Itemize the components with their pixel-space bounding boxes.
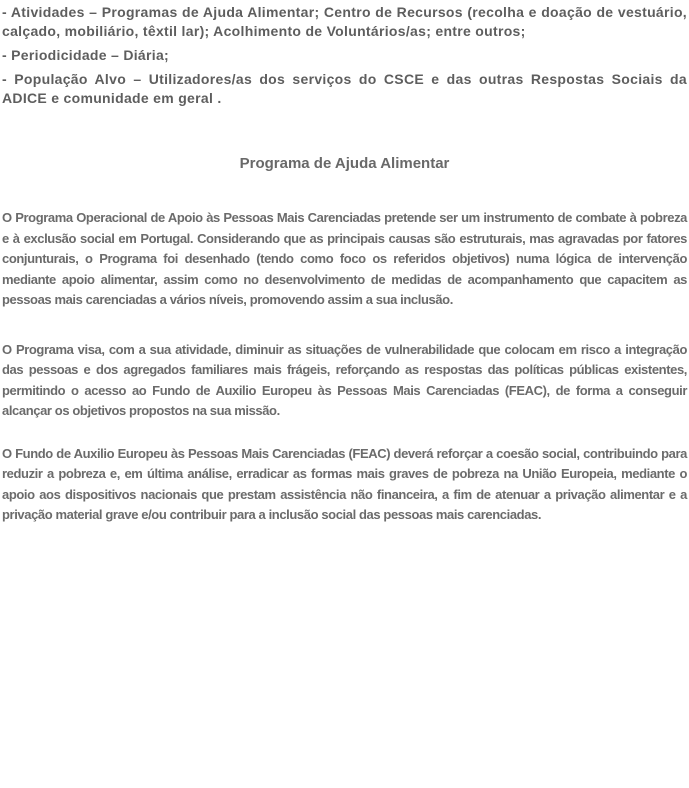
service-info-list xyxy=(2,3,687,108)
info-item-periodicidade: - Periodicidade – Diária; xyxy=(2,47,169,63)
info-item-atividades: - Atividades – Programas de Ajuda Alimentar; Centro de Recursos (recolha e doação de vestuário, calçado, mobiliário, têxtil lar); Acolhimento de Voluntários/as; entre outros; xyxy=(2,4,687,39)
info-item-populacao-alvo: - População Alvo – Utilizadores/as dos serviços do CSCE e das outras Respostas Sociais da ADICE e comunidade em geral . xyxy=(2,71,687,106)
section-title: Programa de Ajuda Alimentar xyxy=(239,155,450,172)
program-description-paragraph-3: O Fundo de Auxilio Europeu às Pessoas Mais Carenciadas (FEAC) deverá reforçar a coesão social, contribuindo para reduzir a pobreza e, em última análise, erradicar as formas mais graves de pobreza na União Europeia, mediante o apoio aos dispositivos nacionais que prestam assistência não financeira, a fim de atenuar a privação alimentar e a privação material grave e/ou contribuir para a inclusão social das pessoas mais carenciadas. xyxy=(2,445,687,522)
program-description-paragraph-1: O Programa Operacional de Apoio às Pessoas Mais Carenciadas pretende ser um instrumento de combate à pobreza e à exclusão social em Portugal. Considerando que as principais causas são estruturais, mas agravadas por fatores conjunturais, o Programa foi desenhado (tendo como foco os referidos objetivos) numa lógica de intervenção mediante apoio alimentar, assim como no desenvolvimento de medidas de acompanhamento que capacitem as pessoas mais carenciadas a vários níveis, promovendo assim a sua inclusão. xyxy=(2,210,687,307)
program-description-paragraph-2: O Programa visa, com a sua atividade, diminuir as situações de vulnerabilidade que colocam em risco a integração das pessoas e dos agregados familiares mais frágeis, reforçando as respostas das políticas públicas existentes, permitindo o acesso ao Fundo de Auxilio Europeu às Pessoas Mais Carenciadas (FEAC), de forma a conseguir alcançar os objetivos propostos na sua missão. xyxy=(2,341,687,418)
